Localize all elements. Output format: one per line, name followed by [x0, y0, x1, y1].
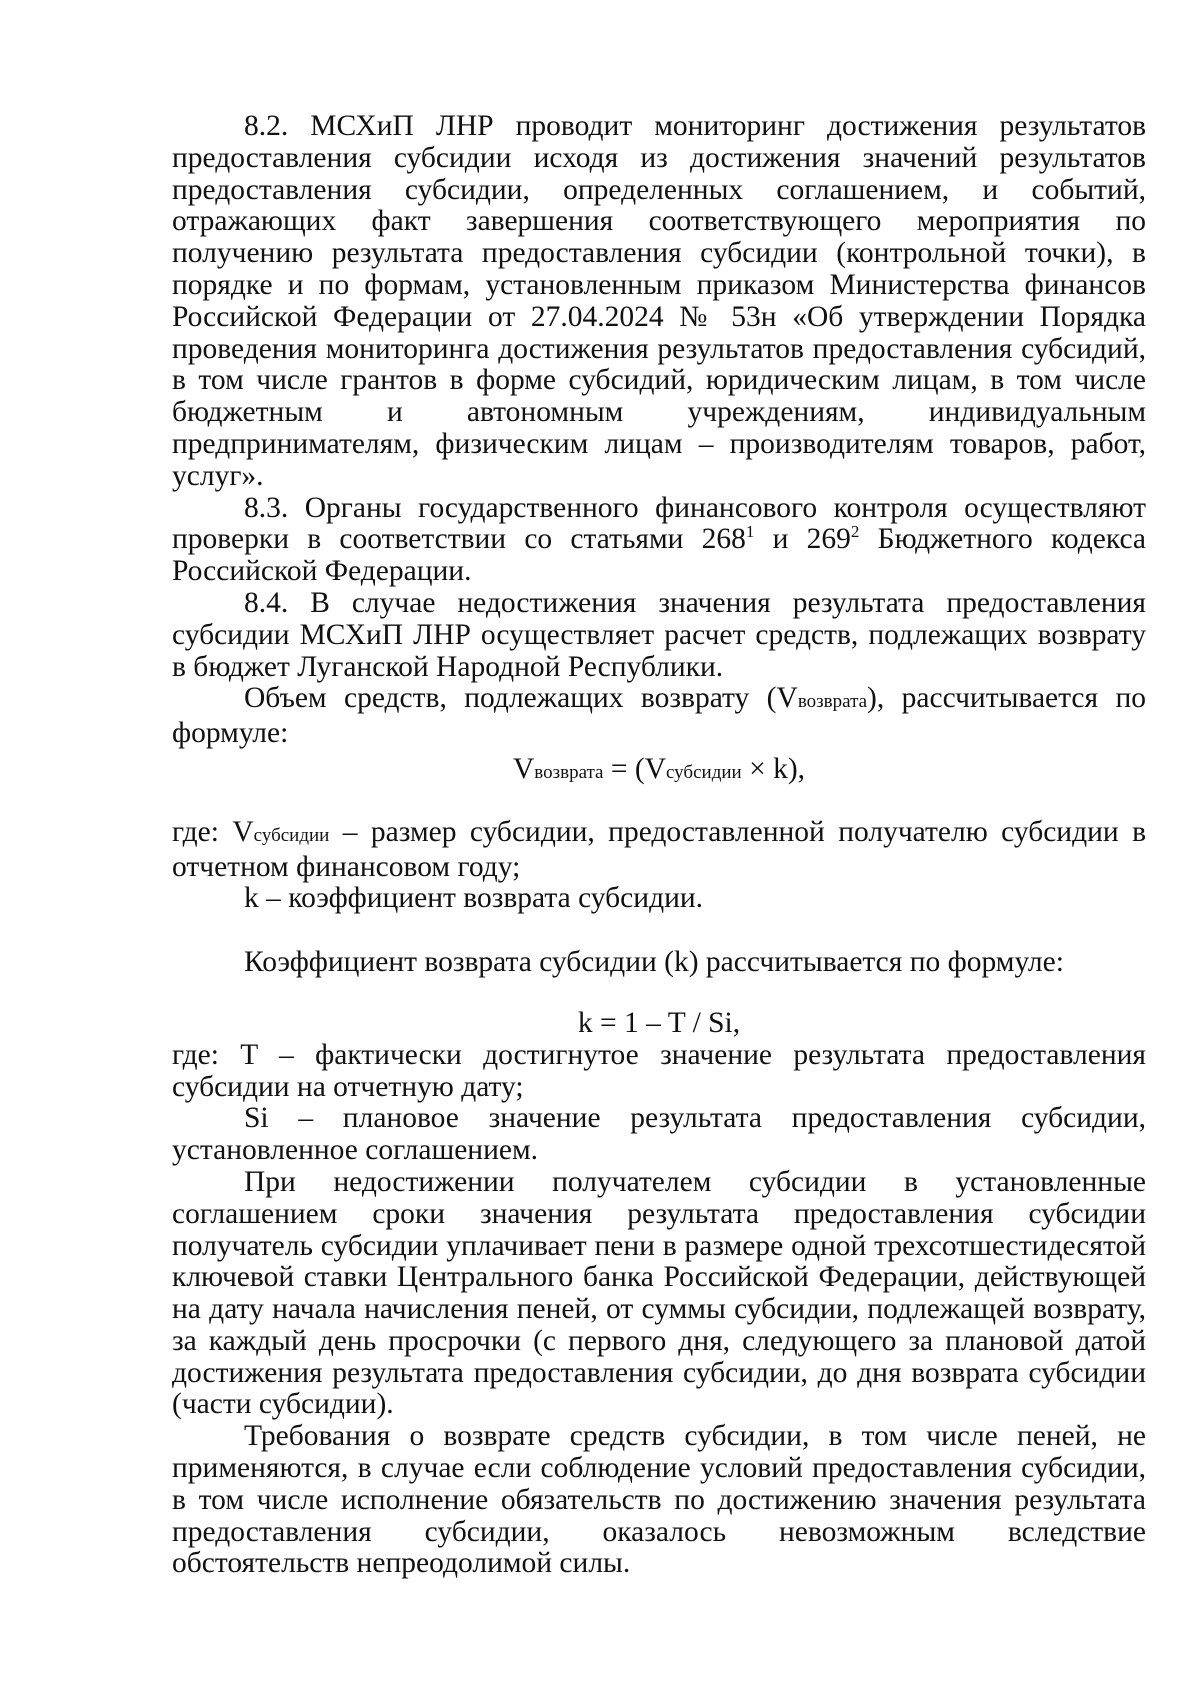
paragraph-8-3-text-1: 8.3. Органы государственного финансового контроля осуществляют проверки в соответствии со статьями 268: [172, 491, 1146, 556]
formula-refund-volume: [172, 754, 1146, 789]
article-268-superscript: 1: [745, 522, 755, 542]
paragraph-volume-formula-intro: [172, 683, 1146, 750]
paragraph-penalty: При недостижении получателем субсидии в установленные соглашением сроки значения результата предоставления субсидии получатель субсидии уплачивает пени в размере одной трехсотшестидесятой ключевой ставки Центрального банка Российской Федерации, действующей на дату начала начисления пеней, от суммы субсидии, подлежащей возврату, за каждый день просрочки (с первого дня, следующего за плановой датой достижения результата предоставления субсидии, до дня возврата субсидии (части субсидии).: [172, 1165, 1146, 1421]
formula-refund-v: V: [512, 752, 535, 785]
where-subsidy-subscript: субсидии: [253, 824, 330, 846]
paragraph-8-2: 8.2. МСХиП ЛНР проводит мониторинг достижения результатов предоставления субсидии исходя из достижения значений результатов предоставления субсидии, определенных соглашением, и событий, отражающих факт завершения соответствующего мероприятия по получению результата предоставления субсидии (контрольной точки), в порядке и по формам, установленным приказом Министерства финансов Российской Федерации от 27.04.2024 № 53н «Об утверждении Порядка проведения мониторинга достижения результатов предоставления субсидий, в том числе грантов в форме субсидий, юридическим лицам, в том числе бюджетным и автономным учреждениям, индивидуальным предпринимателям, физическим лицам – производителям товаров, работ, услуг».: [172, 110, 1146, 492]
article-269-superscript: 2: [850, 522, 860, 542]
k-definition: k – коэффициент возврата субсидии.: [244, 882, 704, 915]
volume-intro-text-1: Объем средств, подлежащих возврату (V: [244, 682, 798, 715]
volume-intro-subscript: возврата: [797, 691, 868, 713]
volume-intro-text-2: ), рассчитывается по формуле:: [172, 682, 1147, 750]
paragraph-8-3-text-2: и 269: [754, 523, 851, 556]
formula-coefficient: k = 1 – T / Si,: [577, 1006, 741, 1039]
document-body: [172, 111, 1146, 1580]
formula-refund-end: × k),: [741, 752, 806, 785]
paragraph-requirements: Требования о возврате средств субсидии, в том числе пеней, не применяются, в случае если соблюдение условий предоставления субсидии, в том числе исполнение обязательств по достижению значения результата предоставления субсидии, оказалось невозможным вследствие обстоятельств непреодолимой силы.: [172, 1420, 1146, 1580]
where-t-definition: где: T – фактически достигнутое значение результата предоставления субсидии на отчетную дату;: [172, 1038, 1146, 1103]
where-subsidy-text-2: – размер субсидии, предоставленной получателю субсидии в отчетном финансовом году;: [172, 815, 1146, 883]
formula-refund-subscript-2: субсидии: [666, 761, 742, 783]
formula-refund-subscript-1: возврата: [534, 761, 604, 783]
where-subsidy-definition: [172, 817, 1146, 884]
si-definition: Si – плановое значение результата предоставления субсидии, установленное соглашением.: [172, 1102, 1146, 1167]
paragraph-8-3-text-3: Бюджетного кодекса Российской Федерации.: [172, 523, 1146, 588]
paragraph-8-4: 8.4. В случае недостижения значения результата предоставления субсидии МСХиП ЛНР осуществляет расчет средств, подлежащих возврату в бюджет Луганской Народной Республики.: [172, 586, 1146, 683]
coefficient-intro: Коэффициент возврата субсидии (k) рассчитывается по формуле:: [244, 946, 1064, 979]
formula-refund-middle: = (V: [603, 752, 666, 785]
where-subsidy-text-1: где: V: [172, 815, 254, 848]
paragraph-8-3: [172, 493, 1146, 588]
